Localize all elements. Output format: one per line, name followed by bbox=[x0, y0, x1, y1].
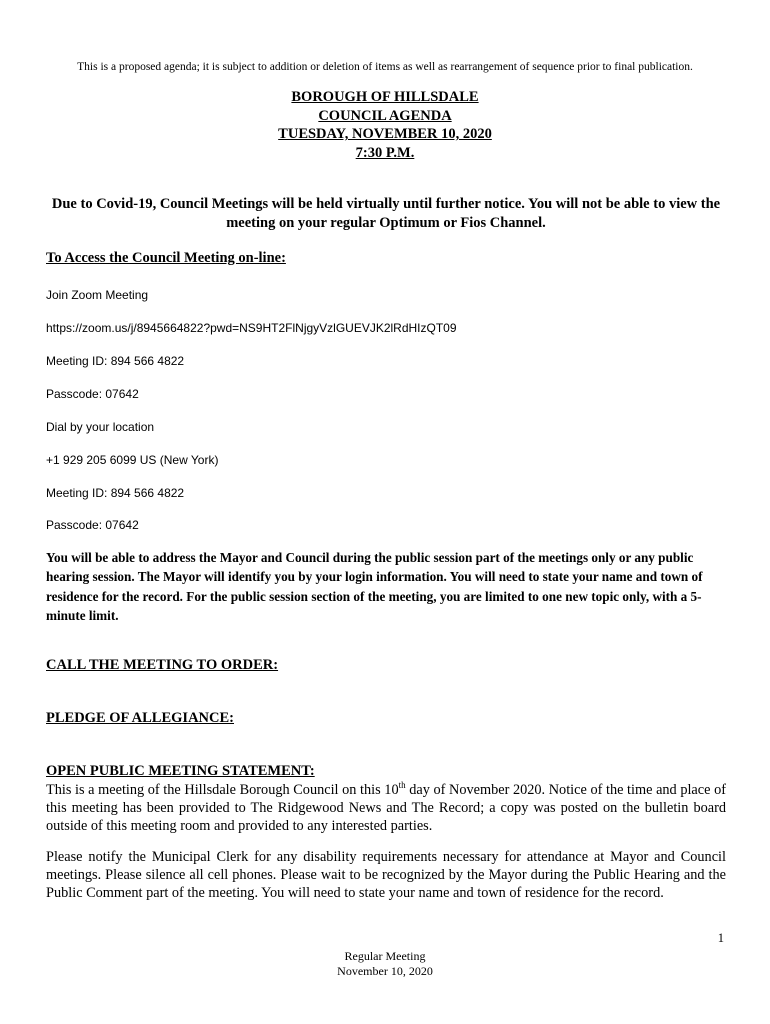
statement-superscript: th bbox=[398, 780, 406, 791]
page-number: 1 bbox=[717, 931, 724, 945]
title-council-agenda: COUNCIL AGENDA bbox=[318, 107, 452, 124]
open-public-statement bbox=[46, 781, 726, 836]
pledge-heading: PLEDGE OF ALLEGIANCE: bbox=[46, 710, 234, 726]
statement-part-2: day of November 2020. Notice of the time and place of this meeting has been provided to The Ridgewood News and The Record; a copy was posted on the bulletin board outside of this meeting room and provided to any interested parties. bbox=[46, 782, 726, 835]
disclaimer-text: This is a proposed agenda; it is subject to addition or deletion of items as well as rearrangement of sequence prior to final publication. bbox=[77, 61, 693, 73]
meeting-id-1: Meeting ID: 894 566 4822 bbox=[46, 354, 185, 368]
passcode-2: Passcode: 07642 bbox=[46, 518, 139, 532]
dial-by-location-label: Dial by your location bbox=[46, 420, 155, 434]
zoom-meeting-link[interactable]: https://zoom.us/j/8945664822?pwd=NS9HT2FlNjgyVzlGUEVJK2lRdHIzQT09 bbox=[46, 321, 457, 335]
meeting-id-2: Meeting ID: 894 566 4822 bbox=[46, 486, 185, 500]
footer-date: November 10, 2020 bbox=[337, 964, 433, 978]
public-address-notice: You will be able to address the Mayor and Council during the public session part of the meetings only or any public hearing session. The Mayor will identify you by your login information. You will need to state your name and town of residence for the record. For the public session section of the meeting, you are limited to one new topic only, with a 5-minute limit. bbox=[46, 550, 703, 623]
title-time: 7:30 P.M. bbox=[355, 144, 415, 161]
call-to-order-heading: CALL THE MEETING TO ORDER: bbox=[46, 657, 279, 673]
access-heading: To Access the Council Meeting on-line: bbox=[46, 250, 286, 266]
join-zoom-label: Join Zoom Meeting bbox=[46, 288, 149, 302]
covid-notice: Due to Covid-19, Council Meetings will be held virtually until further notice. You will not be able to view the meeting on your regular Optimum or Fios Channel. bbox=[51, 196, 721, 231]
footer-meeting-type: Regular Meeting bbox=[344, 949, 426, 963]
title-borough: BOROUGH OF HILLSDALE bbox=[291, 89, 479, 105]
passcode-1: Passcode: 07642 bbox=[46, 387, 139, 401]
statement-part-1: This is a meeting of the Hillsdale Borough Council on this 10 bbox=[46, 782, 399, 798]
title-date: TUESDAY, NOVEMBER 10, 2020 bbox=[278, 126, 492, 142]
notify-clerk-paragraph: Please notify the Municipal Clerk for any disability requirements necessary for attendance at Mayor and Council meetings. Please silence all cell phones. Please wait to be recognized by the Mayor during the Public Hearing and the Public Comment part of the meeting. You will need to state your name and town of residence for the record. bbox=[46, 849, 726, 902]
open-public-meeting-heading: OPEN PUBLIC MEETING STATEMENT: bbox=[46, 763, 315, 779]
page-footer bbox=[0, 949, 770, 979]
agenda-title bbox=[0, 88, 770, 162]
dial-in-phone: +1 929 205 6099 US (New York) bbox=[46, 453, 219, 467]
